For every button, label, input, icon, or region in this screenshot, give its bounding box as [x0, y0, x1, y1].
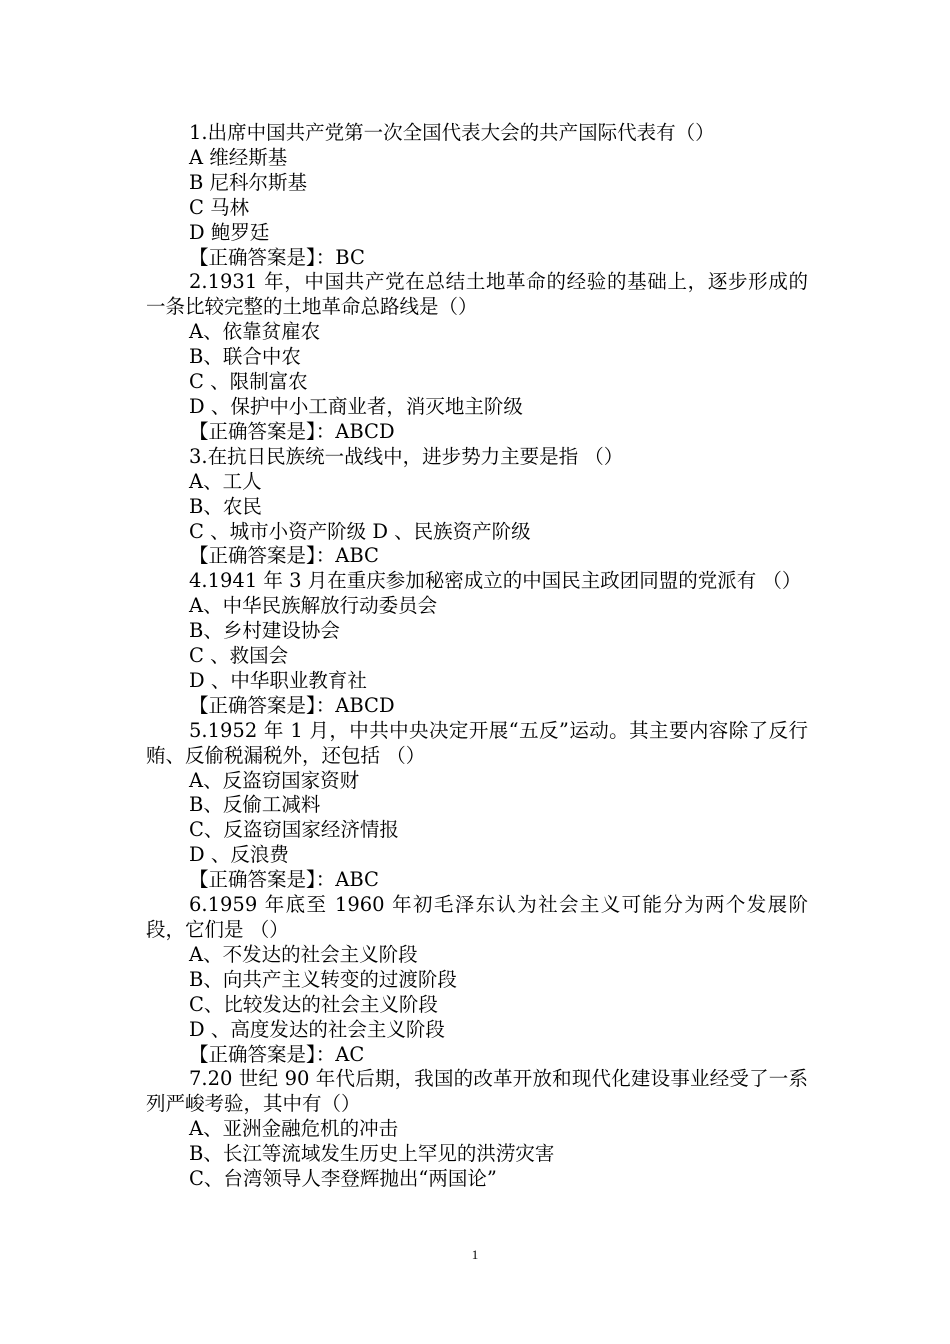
- question-stem: 1.出席中国共产党第一次全国代表大会的共产国际代表有（）: [189, 121, 715, 144]
- question-stem: 7.20 世纪 90 年代后期，我国的改革开放和现代化建设事业经受了一系列严峻考验，其中有（）: [146, 1067, 808, 1116]
- option-item: C、比较发达的社会主义阶段: [189, 992, 438, 1016]
- option-item: C 、限制富农: [189, 370, 308, 394]
- answer-line: 【正确答案是】：ABCD: [189, 693, 395, 717]
- option-item: B、反偷工减料: [189, 793, 321, 817]
- question-stem: 2.1931 年，中国共产党在总结土地革命的经验的基础上，逐步形成的一条比较完整的土地革命总路线是（）: [146, 270, 808, 319]
- option-item: B、农民: [189, 494, 262, 518]
- option-item: B 尼科尔斯基: [189, 170, 308, 194]
- option-item: B、长江等流域发生历史上罕见的洪涝灾害: [189, 1142, 555, 1166]
- option-item: B、向共产主义转变的过渡阶段: [189, 967, 457, 991]
- option-item: A、亚洲金融危机的冲击: [189, 1117, 399, 1141]
- option-item: D 鲍罗廷: [189, 220, 270, 244]
- question-stem: 5.1952 年 1 月，中共中央决定开展“五反”运动。其主要内容除了反行贿、反偷税漏税外，还包括 （）: [146, 718, 808, 767]
- question-stem: 6.1959 年底至 1960 年初毛泽东认为社会主义可能分为两个发展阶段，它们是 （）: [146, 893, 808, 941]
- option-item: D 、中华职业教育社: [189, 668, 367, 692]
- option-item: C 、城市小资产阶级 D 、民族资产阶级: [189, 519, 531, 543]
- answer-line: 【正确答案是】：AC: [189, 1042, 365, 1066]
- option-item: D 、高度发达的社会主义阶段: [189, 1017, 445, 1041]
- answer-line: 【正确答案是】：BC: [189, 245, 365, 269]
- option-item: A、工人: [189, 469, 262, 493]
- option-item: C、台湾领导人李登辉抛出“两国论”: [189, 1167, 497, 1191]
- option-item: A、中华民族解放行动委员会: [189, 594, 438, 618]
- answer-line: 【正确答案是】：ABC: [189, 544, 379, 568]
- question-stem: 3.在抗日民族统一战线中，进步势力主要是指 （）: [189, 444, 624, 468]
- document-body: [146, 121, 808, 1192]
- option-item: A 维经斯基: [189, 145, 288, 169]
- option-item: A、不发达的社会主义阶段: [189, 942, 418, 966]
- option-item: A、反盗窃国家资财: [189, 768, 360, 792]
- option-item: B、联合中农: [189, 345, 301, 369]
- answer-line: 【正确答案是】：ABC: [189, 868, 379, 892]
- option-item: C 、救国会: [189, 644, 289, 668]
- option-item: C 马林: [189, 195, 250, 219]
- option-item: C、反盗窃国家经济情报: [189, 818, 399, 842]
- option-item: B、乡村建设协会: [189, 619, 340, 643]
- question-stem: 4.1941 年 3 月在重庆参加秘密成立的中国民主政团同盟的党派有 （）: [189, 569, 802, 593]
- answer-line: 【正确答案是】：ABCD: [189, 419, 395, 443]
- option-item: D 、反浪费: [189, 843, 289, 867]
- option-item: D 、保护中小工商业者，消灭地主阶级: [189, 394, 523, 418]
- option-item: A、依靠贫雇农: [189, 320, 321, 344]
- page-number: 1: [471, 1247, 479, 1262]
